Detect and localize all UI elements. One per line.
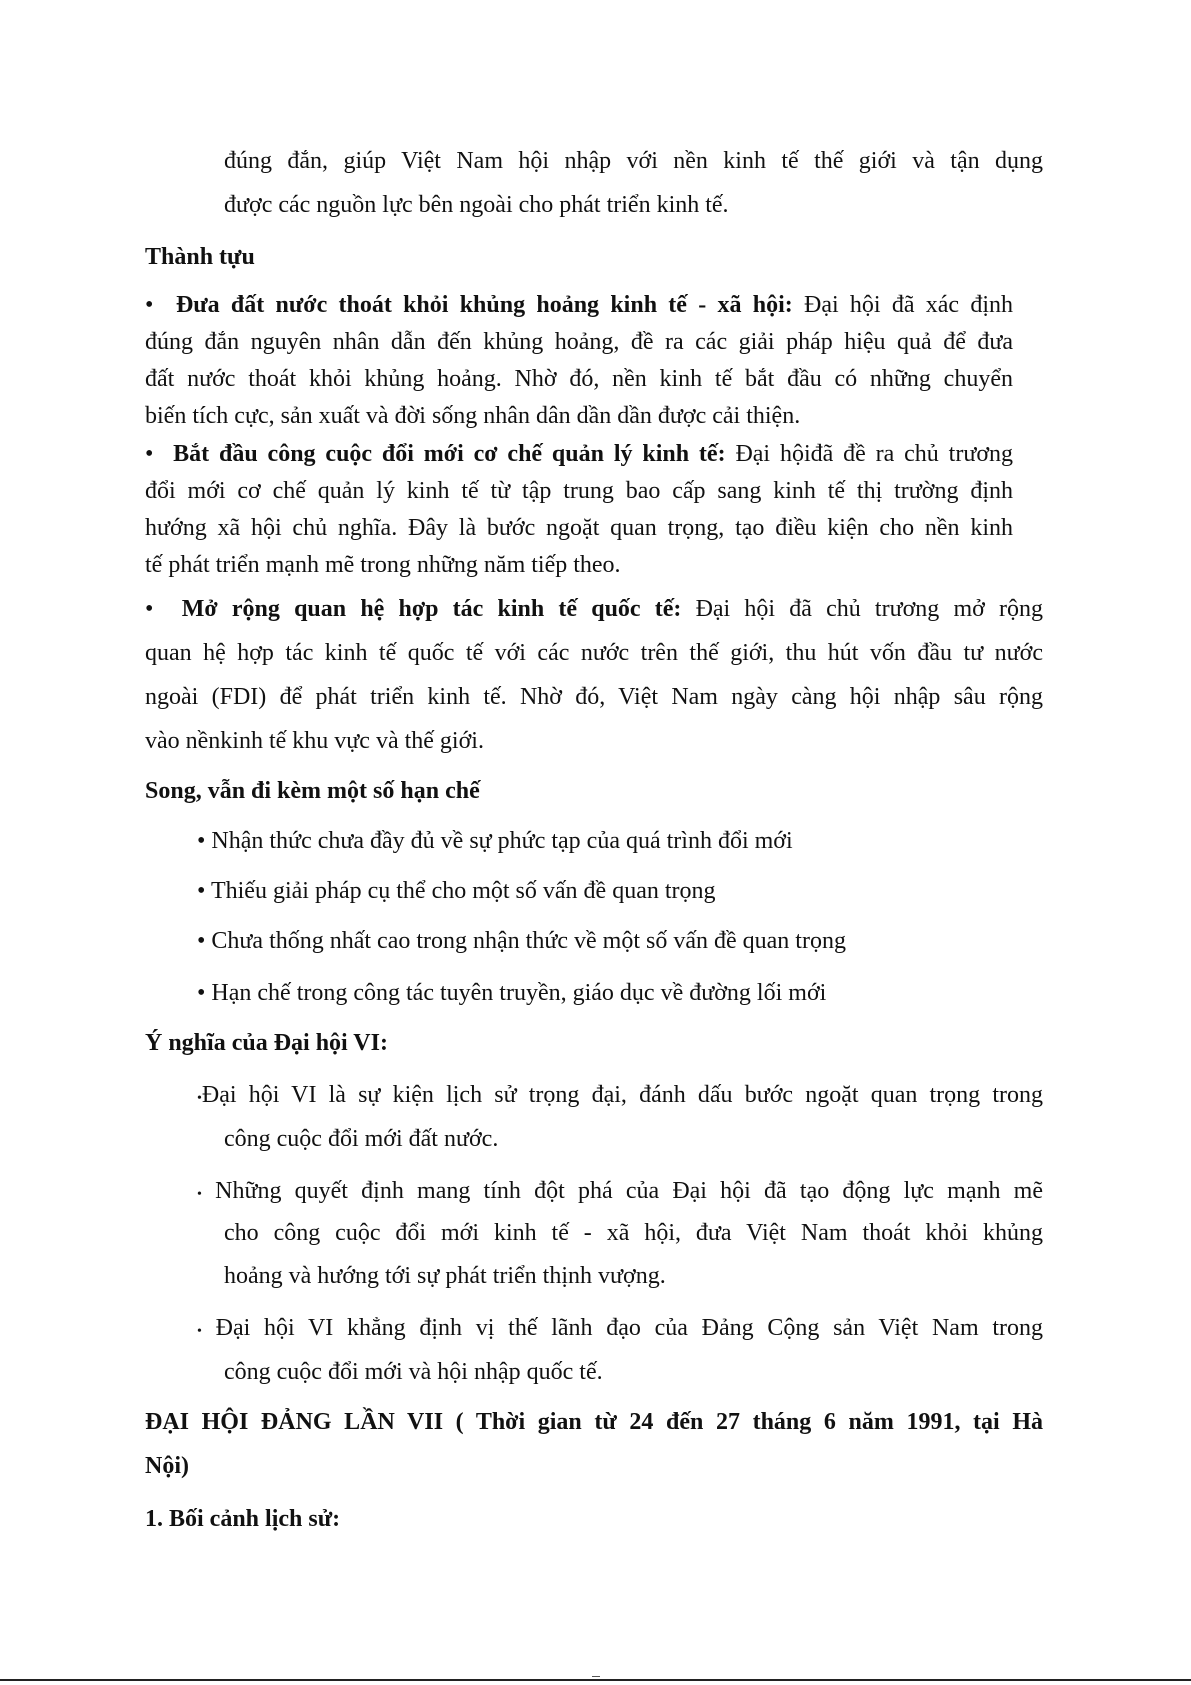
achievement-item-2-line-2: đổi mới cơ chế quản lý kinh tế từ tập trung bao cấp sang kinh tế thị trường định (145, 478, 1013, 504)
congress-vii-heading-line-2: Nội) (145, 1453, 189, 1479)
achievement-item-2-line-4: tế phát triển mạnh mẽ trong những năm tiếp theo. (145, 552, 621, 578)
bullet: • (145, 441, 154, 467)
limitation-item-1: • Nhận thức chưa đầy đủ về sự phức tạp của quá trình đổi mới (197, 828, 793, 854)
significance-item-2-line-1: • Những quyết định mang tính đột phá của Đại hội đã tạo động lực mạnh mẽ (197, 1178, 1043, 1204)
achievement-item-2-line-1 (145, 437, 1013, 472)
significance-item-3-line-1: • Đại hội VI khẳng định vị thế lãnh đạo của Đảng Cộng sản Việt Nam trong (197, 1315, 1043, 1341)
achievement-title: Mở rộng quan hệ hợp tác kinh tế quốc tế: (181, 596, 682, 622)
limitation-item-3: • Chưa thống nhất cao trong nhận thức về một số vấn đề quan trọng (197, 928, 846, 954)
achievement-item-3-line-2: quan hệ hợp tác kinh tế quốc tế với các nước trên thế giới, thu hút vốn đầu tư nước (145, 640, 1043, 666)
achievement-item-1-line-2: đúng đắn nguyên nhân dẫn đến khủng hoảng, đề ra các giải pháp hiệu quả để đưa (145, 329, 1013, 355)
achievement-text: Đại hộiđã đề ra chủ trương (725, 441, 1014, 467)
limitation-item-2: • Thiếu giải pháp cụ thể cho một số vấn đề quan trọng (197, 878, 716, 904)
achievement-item-3-line-1 (145, 592, 1043, 627)
achievement-item-1-line-1 (145, 288, 1013, 323)
significance-item-2-line-3: hoảng và hướng tới sự phát triển thịnh vượng. (224, 1263, 666, 1289)
achievement-item-1-line-4: biến tích cực, sản xuất và đời sống nhân dân dần dần được cải thiện. (145, 403, 801, 429)
significance-item-2-line-2: cho công cuộc đổi mới kinh tế - xã hội, đưa Việt Nam thoát khỏi khủng (224, 1220, 1043, 1246)
achievements-heading: Thành tựu (145, 244, 255, 270)
significance-item-1-line-2: công cuộc đổi mới đất nước. (224, 1126, 499, 1152)
bullet: • (145, 596, 154, 622)
achievement-title: Bắt đầu công cuộc đổi mới cơ chế quản lý kinh tế: (173, 441, 726, 467)
bullet: • (197, 1324, 202, 1339)
limitations-heading: Song, vẫn đi kèm một số hạn chế (145, 778, 480, 804)
intro-line-1: đúng đắn, giúp Việt Nam hội nhập với nền kinh tế thế giới và tận dụng (224, 148, 1043, 174)
achievement-item-1-line-3: đất nước thoát khỏi khủng hoảng. Nhờ đó, nền kinh tế bắt đầu có những chuyển (145, 366, 1013, 392)
bullet: • (197, 1187, 202, 1202)
achievement-text: Đại hội đã xác định (792, 292, 1013, 318)
bullet: • (145, 292, 154, 318)
congress-vii-heading-line-1: ĐẠI HỘI ĐẢNG LẦN VII ( Thời gian từ 24 đến 27 tháng 6 năm 1991, tại Hà (145, 1409, 1043, 1435)
intro-line-2: được các nguồn lực bên ngoài cho phát triển kinh tế. (224, 192, 729, 218)
significance-item-3-line-2: công cuộc đổi mới và hội nhập quốc tế. (224, 1359, 603, 1385)
achievement-item-3-line-4: vào nềnkinh tế khu vực và thế giới. (145, 728, 484, 754)
section-1-heading: 1. Bối cảnh lịch sử: (145, 1506, 341, 1532)
footer-mark (592, 1676, 600, 1677)
achievement-text: Đại hội đã chủ trương mở rộng (681, 596, 1044, 622)
significance-heading: Ý nghĩa của Đại hội VI: (145, 1030, 388, 1056)
significance-item-1-line-1: •Đại hội VI là sự kiện lịch sử trọng đại, đánh dấu bước ngoặt quan trọng trong (197, 1082, 1043, 1108)
limitation-item-4: • Hạn chế trong công tác tuyên truyền, giáo dục về đường lối mới (197, 980, 827, 1006)
achievement-title: Đưa đất nước thoát khỏi khủng hoảng kinh tế - xã hội: (175, 292, 793, 318)
achievement-item-2-line-3: hướng xã hội chủ nghĩa. Đây là bước ngoặt quan trọng, tạo điều kiện cho nền kinh (145, 515, 1013, 541)
achievement-item-3-line-3: ngoài (FDI) để phát triển kinh tế. Nhờ đó, Việt Nam ngày càng hội nhập sâu rộng (145, 684, 1043, 710)
bullet: • (197, 1091, 202, 1106)
page-bottom-rule (0, 1679, 1191, 1681)
